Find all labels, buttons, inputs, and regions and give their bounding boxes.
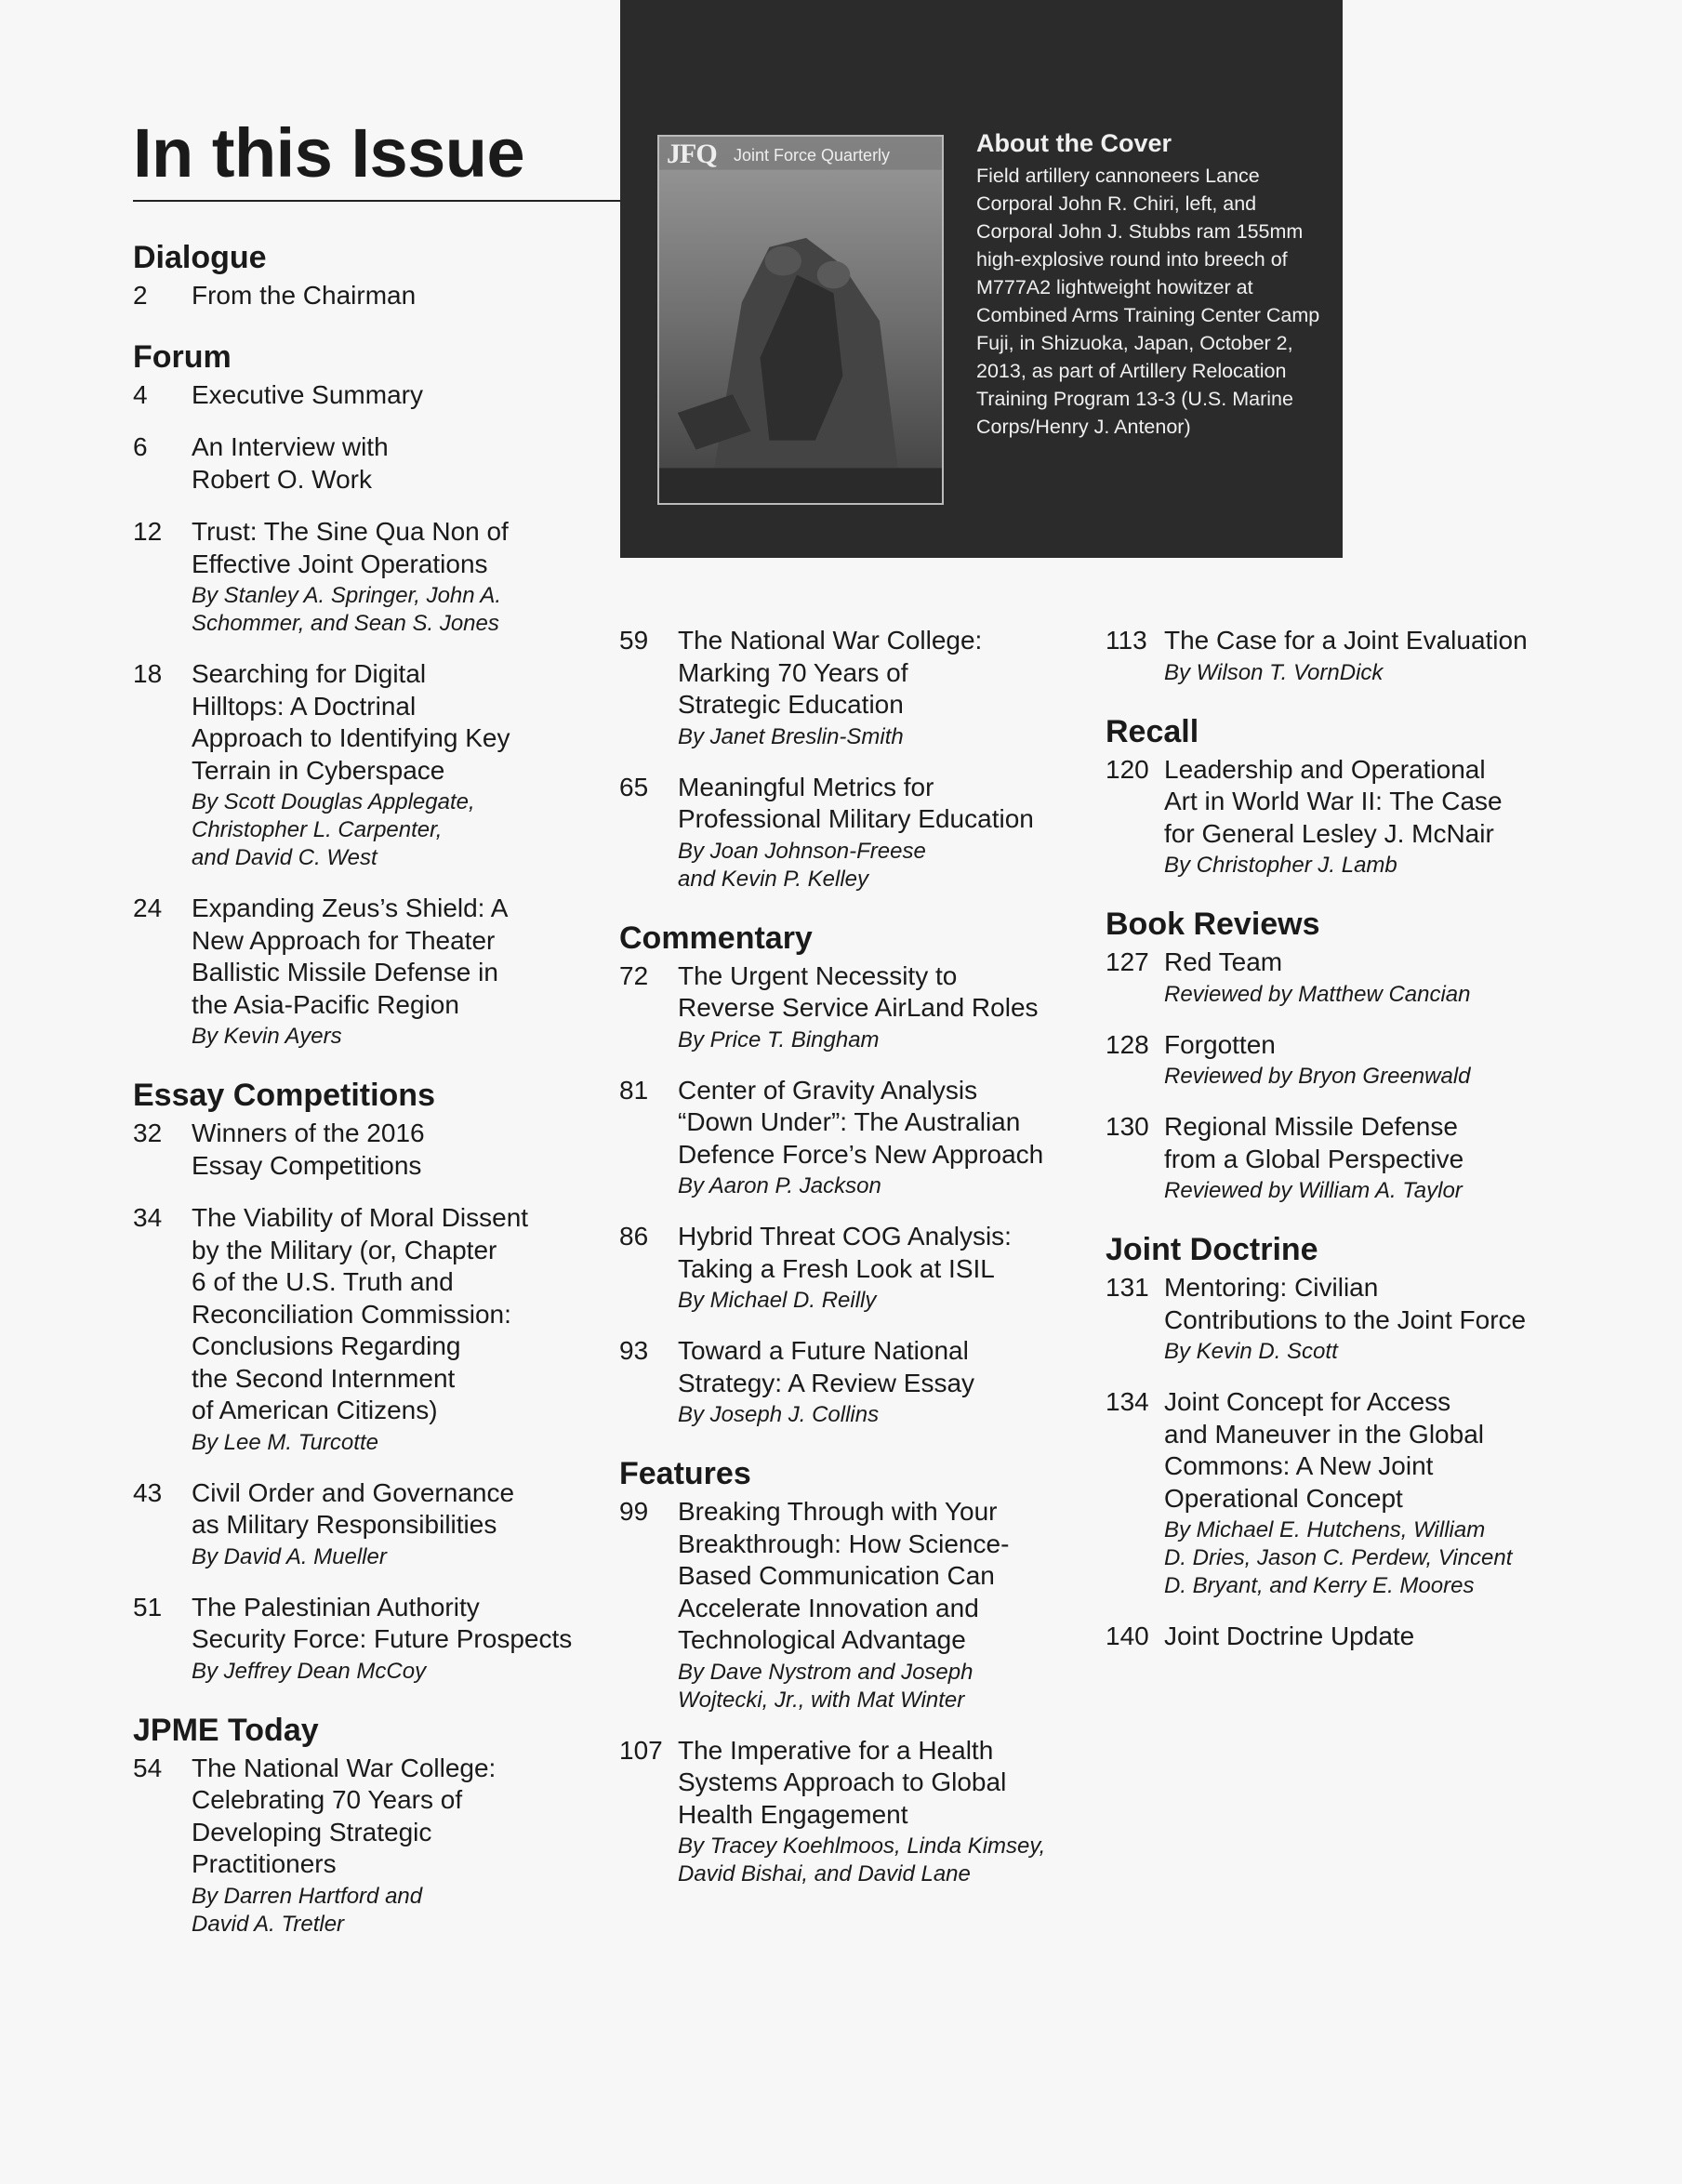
article-author: By Michael E. Hutchens, William D. Dries, Jason C. Perdew, Vincent D. Bryant, and Kerry E. Moores — [1164, 1517, 1513, 1598]
toc-entry — [133, 893, 616, 1051]
article-title: The National War College: Marking 70 Years of Strategic Education — [678, 626, 983, 719]
toc-section — [133, 1712, 616, 1939]
entry-body — [1164, 1029, 1570, 1092]
toc-entry — [1106, 754, 1570, 880]
page-number: 54 — [133, 1753, 163, 1782]
article-author: By Joan Johnson-Freese and Kevin P. Kelley — [678, 838, 926, 892]
article-title: Searching for Digital Hilltops: A Doctrinal Approach to Identifying Key Terrain in Cyberspace — [192, 659, 510, 785]
entry-body — [678, 1221, 1084, 1315]
toc-entry — [1106, 1029, 1570, 1092]
toc-entry — [133, 280, 616, 312]
page-number: 86 — [619, 1222, 649, 1251]
article-title: Trust: The Sine Qua Non of Effective Joint Operations — [192, 517, 509, 578]
toc-entry — [1106, 1386, 1570, 1600]
entry-body — [1164, 946, 1570, 1009]
article-author: By David A. Mueller — [192, 1543, 387, 1569]
title-divider — [133, 200, 620, 202]
toc-section — [1106, 906, 1570, 1205]
entry-body — [678, 1335, 1084, 1429]
entry-body — [192, 658, 616, 872]
toc-entry — [133, 1202, 616, 1457]
toc-entry — [133, 1592, 616, 1686]
toc-section — [619, 1455, 1084, 1888]
article-title: Executive Summary — [192, 379, 423, 409]
article-title: The Case for a Joint Evaluation — [1164, 626, 1528, 655]
section-heading: Features — [619, 1456, 751, 1491]
entry-body — [192, 1202, 616, 1457]
page-number: 81 — [619, 1075, 649, 1105]
toc-entry — [619, 1335, 1084, 1429]
page-number: 140 — [1106, 1621, 1149, 1650]
entry-body — [678, 1075, 1084, 1201]
entry-body — [192, 1753, 616, 1939]
entry-body — [1164, 1272, 1570, 1366]
toc-entry — [133, 1753, 616, 1939]
toc-section — [619, 625, 1084, 893]
toc-section — [133, 338, 616, 1052]
entry-body — [1164, 1386, 1570, 1600]
page-number: 72 — [619, 960, 649, 990]
article-author: By Christopher J. Lamb — [1164, 853, 1397, 878]
article-author: By Aaron P. Jackson — [678, 1173, 881, 1198]
article-author: By Jeffrey Dean McCoy — [192, 1658, 427, 1684]
entry-body — [192, 1592, 616, 1686]
entry-body — [678, 1735, 1084, 1889]
article-author: By Kevin D. Scott — [1164, 1339, 1338, 1364]
article-title: Winners of the 2016 Essay Competitions — [192, 1118, 425, 1180]
article-title: Meaningful Metrics for Professional Military Education — [678, 772, 1034, 833]
article-title: Forgotten — [1164, 1029, 1276, 1059]
toc-section — [619, 920, 1084, 1430]
toc-entry — [619, 625, 1084, 751]
entry-body — [678, 960, 1084, 1054]
page-number: 131 — [1106, 1273, 1149, 1302]
section-heading: Commentary — [619, 920, 813, 956]
toc-column-2 — [619, 625, 1084, 1909]
page-number: 18 — [133, 659, 163, 688]
article-title: Regional Missile Defense from a Global Perspective — [1164, 1112, 1464, 1173]
entry-body — [192, 893, 616, 1051]
toc-entry — [619, 960, 1084, 1054]
section-heading: Recall — [1106, 713, 1199, 749]
page-number: 65 — [619, 772, 649, 801]
toc-entry — [133, 431, 616, 496]
article-title: The Palestinian Authority Security Force: Future Prospects — [192, 1592, 573, 1653]
section-heading: Joint Doctrine — [1106, 1232, 1318, 1267]
toc-column-1 — [133, 239, 616, 1959]
article-author: By Kevin Ayers — [192, 1024, 342, 1049]
article-title: The Viability of Moral Dissent by the Military (or, Chapter 6 of the U.S. Truth and Reconciliation Commission: Conclusions Regarding the Second Internment of American Citizens) — [192, 1203, 529, 1424]
article-author: Reviewed by William A. Taylor — [1164, 1178, 1463, 1203]
page-number: 24 — [133, 893, 163, 922]
toc-entry — [1106, 1621, 1570, 1653]
article-title: An Interview with Robert O. Work — [192, 432, 389, 494]
article-title: Mentoring: Civilian Contributions to the Joint Force — [1164, 1273, 1527, 1334]
page-number: 128 — [1106, 1029, 1149, 1059]
page-number: 2 — [133, 281, 148, 310]
toc-entry — [133, 1477, 616, 1571]
article-author: By Tracey Koehlmoos, Linda Kimsey, David Bishai, and David Lane — [678, 1833, 1046, 1886]
cover-image — [657, 135, 944, 505]
article-title: Civil Order and Governance as Military Responsibilities — [192, 1477, 515, 1539]
entry-body — [1164, 1111, 1570, 1205]
cover-photo-graphic — [659, 137, 942, 503]
article-title: Center of Gravity Analysis “Down Under”: The Australian Defence Force’s New Approach — [678, 1075, 1044, 1169]
toc-entry — [619, 1735, 1084, 1889]
article-title: Joint Doctrine Update — [1164, 1621, 1415, 1650]
toc-section — [133, 1077, 616, 1686]
page-number: 12 — [133, 517, 163, 546]
toc-entry — [619, 1496, 1084, 1714]
page-number: 4 — [133, 379, 148, 409]
article-title: The National War College: Celebrating 70 Years of Developing Strategic Practitioners — [192, 1753, 497, 1878]
entry-body — [192, 1477, 616, 1571]
article-title: The Imperative for a Health Systems Approach to Global Health Engagement — [678, 1735, 1007, 1829]
toc-entry — [619, 1075, 1084, 1201]
page-number: 93 — [619, 1336, 649, 1365]
article-author: By Dave Nystrom and Joseph Wojtecki, Jr., with Mat Winter — [678, 1659, 973, 1713]
entry-body — [192, 516, 616, 638]
entry-body — [678, 1496, 1084, 1714]
toc-column-3 — [1106, 625, 1570, 1674]
section-heading: Essay Competitions — [133, 1078, 435, 1113]
toc-entry — [1106, 625, 1570, 687]
article-title: Breaking Through with Your Breakthrough: How Science- Based Communication Can Accelerate Innovation and Technological Advantage — [678, 1497, 1010, 1654]
article-title: Expanding Zeus’s Shield: A New Approach for Theater Ballistic Missile Defense in the Asia-Pacific Region — [192, 893, 509, 1019]
entry-body — [678, 625, 1084, 751]
section-heading: Forum — [133, 338, 232, 375]
toc-entry — [1106, 946, 1570, 1009]
entry-body — [1164, 1621, 1570, 1653]
entry-body — [192, 280, 616, 312]
toc-entry — [619, 772, 1084, 893]
toc-section — [1106, 1231, 1570, 1653]
entry-body — [1164, 625, 1570, 687]
page-number: 99 — [619, 1497, 649, 1526]
cover-masthead-logo: JFQ — [667, 139, 717, 169]
article-title: The Urgent Necessity to Reverse Service AirLand Roles — [678, 960, 1039, 1022]
section-heading: Book Reviews — [1106, 907, 1320, 942]
article-title: Red Team — [1164, 947, 1283, 976]
toc-entry — [1106, 1272, 1570, 1366]
article-author: By Janet Breslin-Smith — [678, 723, 904, 749]
article-author: By Stanley A. Springer, John A. Schommer, and Sean S. Jones — [192, 583, 502, 636]
article-author: By Scott Douglas Applegate, Christopher L. Carpenter, and David C. West — [192, 789, 475, 870]
article-author: By Wilson T. VornDick — [1164, 659, 1384, 685]
section-heading: Dialogue — [133, 240, 267, 275]
section-heading: JPME Today — [133, 1712, 319, 1748]
toc-entry — [133, 516, 616, 638]
page-number: 34 — [133, 1203, 163, 1232]
article-author: By Price T. Bingham — [678, 1026, 880, 1052]
toc-entry — [619, 1221, 1084, 1315]
page-number: 51 — [133, 1592, 163, 1621]
about-the-cover-panel — [620, 0, 1343, 558]
article-author: Reviewed by Bryon Greenwald — [1164, 1064, 1471, 1089]
toc-entry — [1106, 1111, 1570, 1205]
page-title: In this Issue — [133, 114, 525, 192]
page-number: 107 — [619, 1735, 663, 1765]
article-author: Reviewed by Matthew Cancian — [1164, 981, 1471, 1007]
toc-entry — [133, 379, 616, 412]
entry-body — [678, 772, 1084, 893]
article-title: Hybrid Threat COG Analysis: Taking a Fresh Look at ISIL — [678, 1222, 1012, 1283]
page-number: 43 — [133, 1477, 163, 1507]
page-number: 6 — [133, 432, 148, 461]
toc-section — [1106, 625, 1570, 687]
cover-heading: About the Cover — [976, 129, 1172, 157]
entry-body — [192, 431, 616, 496]
article-author: By Joseph J. Collins — [678, 1402, 880, 1427]
page-number: 127 — [1106, 947, 1149, 976]
entry-body — [1164, 754, 1570, 880]
cover-description — [976, 128, 1320, 441]
article-author: By Michael D. Reilly — [678, 1288, 877, 1313]
page-number: 134 — [1106, 1387, 1149, 1416]
article-title: Joint Concept for Access and Maneuver in the Global Commons: A New Joint Operational Concept — [1164, 1387, 1484, 1513]
article-title: Toward a Future National Strategy: A Review Essay — [678, 1336, 975, 1397]
entry-body — [192, 379, 616, 412]
page-number: 59 — [619, 626, 649, 655]
cover-masthead-title: Joint Force Quarterly — [734, 146, 891, 165]
page-number: 32 — [133, 1118, 163, 1147]
toc-section — [1106, 713, 1570, 880]
article-author: By Lee M. Turcotte — [192, 1429, 378, 1455]
toc-entry — [133, 658, 616, 872]
article-title: From the Chairman — [192, 281, 417, 310]
article-title: Leadership and Operational Art in World War II: The Case for General Lesley J. McNair — [1164, 754, 1503, 848]
cover-caption: Field artillery cannoneers Lance Corporal John R. Chiri, left, and Corporal John J. Stubbs ram 155mm high-explosive round into breech of M777A2 lightweight howitzer at Combined Arms Training Center Camp Fuji, in Shizuoka, Japan, October 2, 2013, as part of Artillery Relocation Training Program 13-3 (U.S. Marine Corps/Henry J. Antenor) — [976, 165, 1320, 439]
page-number: 130 — [1106, 1112, 1149, 1141]
entry-body — [192, 1118, 616, 1182]
toc-section — [133, 239, 616, 312]
page-number: 113 — [1106, 626, 1147, 655]
article-author: By Darren Hartford and David A. Tretler — [192, 1883, 423, 1937]
toc-entry — [133, 1118, 616, 1182]
page-number: 120 — [1106, 754, 1149, 784]
